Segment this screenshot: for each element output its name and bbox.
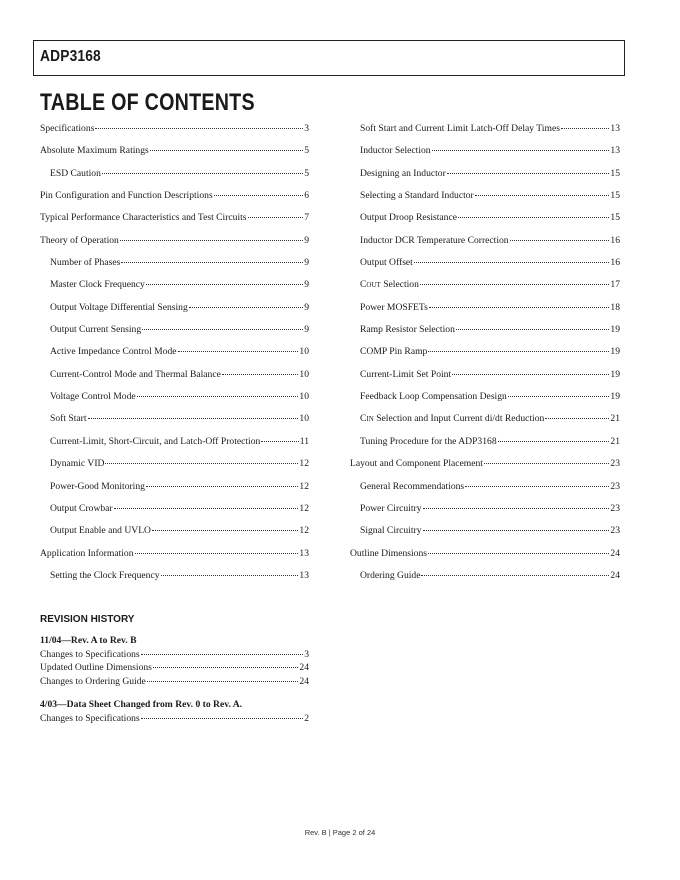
dot-leader — [114, 508, 299, 509]
toc-entry[interactable] — [350, 341, 620, 363]
dot-leader — [120, 240, 303, 241]
toc-entry[interactable] — [350, 476, 620, 498]
dot-leader — [423, 508, 610, 509]
dot-leader — [135, 553, 299, 554]
toc-entry[interactable] — [40, 408, 309, 430]
toc-entry[interactable] — [40, 230, 309, 252]
entry-title: Pin Configuration and Function Descriptions — [40, 190, 213, 202]
document-id: ADP3168 — [40, 48, 101, 65]
entry-page-number: 3 — [304, 648, 309, 660]
entry-page-number: 12 — [299, 502, 309, 514]
entry-page-number: 9 — [304, 234, 309, 246]
entry-title: Inductor Selection — [360, 145, 431, 157]
entry-page-number: 3 — [304, 123, 309, 134]
toc-entry[interactable] — [40, 476, 309, 498]
dot-leader — [428, 351, 609, 352]
entry-title: Current-Limit Set Point — [360, 368, 452, 380]
entry-page-number: 12 — [299, 480, 309, 492]
entry-page-number: 19 — [610, 324, 620, 336]
dot-leader — [420, 284, 610, 285]
toc-entry[interactable] — [40, 140, 309, 162]
entry-title: Updated Outline Dimensions — [40, 662, 152, 673]
entry-title: Soft Start and Current Limit Latch-Off Delay Times — [360, 123, 560, 134]
entry-page-number: 9 — [304, 257, 309, 269]
revision-entry[interactable] — [40, 675, 309, 689]
entry-page-number: 24 — [299, 662, 309, 673]
toc-entry[interactable] — [350, 319, 620, 341]
revision-block — [40, 698, 309, 725]
entry-page-number: 15 — [610, 190, 620, 202]
entry-page-number: 9 — [304, 279, 309, 291]
entry-title: Changes to Specifications — [40, 648, 140, 660]
toc-entry[interactable] — [350, 118, 620, 140]
entry-page-number: 17 — [610, 279, 620, 291]
entry-title: Output Current Sensing — [50, 324, 142, 336]
entry-title: Soft Start — [50, 413, 87, 425]
header-box — [33, 40, 625, 76]
entry-title: ESD Caution — [50, 167, 101, 179]
dot-leader — [222, 374, 299, 375]
toc-entry[interactable] — [350, 274, 620, 296]
toc-entry[interactable] — [40, 386, 309, 408]
entry-title: Theory of Operation — [40, 234, 119, 246]
toc-entry[interactable] — [40, 520, 309, 542]
entry-title: Output Droop Resistance — [360, 212, 457, 224]
dot-leader — [214, 195, 304, 196]
dot-leader — [161, 575, 299, 576]
entry-page-number: 6 — [304, 190, 309, 202]
dot-leader — [545, 418, 609, 419]
entry-title: Signal Circuitry — [360, 525, 422, 537]
dot-leader — [452, 374, 609, 375]
toc-entry[interactable] — [350, 185, 620, 207]
dot-leader — [421, 575, 609, 576]
entry-title: Voltage Control Mode — [50, 391, 136, 403]
entry-title: Dynamic VID — [50, 458, 105, 470]
dot-leader — [484, 463, 609, 464]
entry-title: Number of Phases — [50, 257, 121, 269]
entry-title: Power-Good Monitoring — [50, 480, 145, 492]
dot-leader — [447, 173, 610, 174]
revision-block-heading: 11/04—Rev. A to Rev. B — [40, 635, 137, 646]
entry-title: Setting the Clock Frequency — [50, 569, 160, 581]
entry-page-number: 24 — [610, 569, 620, 581]
revision-block — [40, 634, 309, 688]
toc-entry[interactable] — [40, 252, 309, 274]
dot-leader — [423, 530, 610, 531]
entry-page-number: 7 — [304, 212, 309, 224]
toc-entry[interactable] — [40, 341, 309, 363]
dot-leader — [475, 195, 610, 196]
dot-leader — [465, 486, 609, 487]
toc-entry[interactable] — [350, 520, 620, 542]
entry-page-number: 16 — [610, 257, 620, 269]
entry-page-number: 23 — [610, 502, 620, 514]
entry-page-number: 23 — [610, 458, 620, 470]
entry-title: Designing an Inductor — [360, 167, 446, 179]
entry-title: Changes to Specifications — [40, 712, 140, 724]
revision-block-heading: 4/03—Data Sheet Changed from Rev. 0 to Rev. A. — [40, 699, 243, 710]
dot-leader — [456, 329, 610, 330]
dot-leader — [141, 654, 304, 655]
toc-entry[interactable] — [350, 453, 620, 475]
entry-title: Tuning Procedure for the ADP3168 — [360, 435, 497, 447]
entry-page-number: 10 — [299, 391, 309, 403]
entry-title: Active Impedance Control Mode — [50, 346, 177, 358]
entry-page-number: 12 — [299, 458, 309, 470]
dot-leader — [146, 284, 303, 285]
entry-page-number: 19 — [610, 391, 620, 403]
entry-page-number: 19 — [610, 346, 620, 358]
entry-page-number: 15 — [610, 212, 620, 224]
entry-page-number: 21 — [610, 435, 620, 447]
entry-title: CIN Selection and Input Current di/dt Reduction — [360, 413, 545, 425]
toc-entry[interactable] — [350, 408, 620, 430]
entry-title: Current-Limit, Short-Circuit, and Latch-Off Protection — [50, 435, 261, 447]
dot-leader — [508, 396, 610, 397]
dot-leader — [498, 441, 610, 442]
entry-title: Outline Dimensions — [350, 547, 428, 559]
entry-page-number: 5 — [304, 145, 309, 157]
toc-entry[interactable] — [350, 498, 620, 520]
toc-entry[interactable] — [350, 297, 620, 319]
entry-page-number: 13 — [299, 547, 309, 559]
entry-page-number: 13 — [299, 569, 309, 581]
entry-page-number: 16 — [610, 234, 620, 246]
dot-leader — [102, 173, 303, 174]
dot-leader — [261, 441, 298, 442]
toc-entry[interactable] — [350, 230, 620, 252]
revision-history-heading: REVISION HISTORY — [40, 614, 135, 625]
dot-leader — [137, 396, 299, 397]
toc-entry[interactable] — [40, 118, 309, 140]
entry-page-number: 13 — [610, 123, 620, 134]
toc-entry[interactable] — [40, 207, 309, 229]
toc-entry[interactable] — [40, 431, 309, 453]
entry-page-number: 9 — [304, 301, 309, 313]
entry-page-number: 10 — [299, 346, 309, 358]
entry-title: Output Crowbar — [50, 502, 113, 514]
dot-leader — [150, 150, 303, 151]
revision-entry[interactable] — [40, 648, 309, 662]
entry-title: Current-Control Mode and Thermal Balance — [50, 368, 221, 380]
dot-leader — [428, 553, 609, 554]
toc-entry[interactable] — [350, 431, 620, 453]
entry-title: Output Offset — [360, 257, 413, 269]
entry-title: Ramp Resistor Selection — [360, 324, 455, 336]
toc-entry[interactable] — [350, 364, 620, 386]
entry-title: COUT Selection — [360, 279, 419, 291]
dot-leader — [414, 262, 610, 263]
entry-title: Typical Performance Characteristics and Test Circuits — [40, 212, 247, 224]
page-footer: Rev. B | Page 2 of 24 — [304, 828, 376, 837]
dot-leader — [153, 667, 298, 668]
toc-entry[interactable] — [350, 163, 620, 185]
toc-entry[interactable] — [350, 565, 620, 587]
dot-leader — [458, 217, 609, 218]
entry-page-number: 2 — [304, 712, 309, 724]
entry-title: Changes to Ordering Guide — [40, 675, 146, 687]
toc-right-column — [350, 118, 620, 587]
toc-entry[interactable] — [40, 453, 309, 475]
dot-leader — [88, 418, 299, 419]
dot-leader — [429, 307, 610, 308]
entry-title: Selecting a Standard Inductor — [360, 190, 474, 202]
entry-page-number: 15 — [610, 167, 620, 179]
revision-entry[interactable] — [40, 661, 309, 675]
entry-title: Layout and Component Placement — [350, 458, 483, 470]
toc-entry[interactable] — [350, 252, 620, 274]
entry-title: Output Enable and UVLO — [50, 525, 151, 537]
entry-title: Specifications — [40, 123, 95, 134]
toc-entry[interactable] — [350, 207, 620, 229]
entry-page-number: 13 — [610, 145, 620, 157]
entry-title: Absolute Maximum Ratings — [40, 145, 149, 157]
dot-leader — [95, 128, 303, 129]
entry-title: Master Clock Frequency — [50, 279, 145, 291]
toc-entry[interactable] — [40, 163, 309, 185]
dot-leader — [152, 530, 298, 531]
entry-page-number: 12 — [299, 525, 309, 537]
toc-entry[interactable] — [350, 140, 620, 162]
entry-page-number: 11 — [299, 435, 309, 447]
toc-entry[interactable] — [40, 565, 309, 587]
entry-page-number: 9 — [304, 324, 309, 336]
dot-leader — [142, 329, 303, 330]
dot-leader — [141, 718, 304, 719]
toc-entry[interactable] — [40, 364, 309, 386]
dot-leader — [248, 217, 304, 218]
entry-page-number: 23 — [610, 525, 620, 537]
dot-leader — [510, 240, 610, 241]
dot-leader — [121, 262, 303, 263]
toc-entry[interactable] — [40, 185, 309, 207]
entry-title: Application Information — [40, 547, 134, 559]
dot-leader — [178, 351, 299, 352]
revision-entry[interactable] — [40, 712, 309, 726]
dot-leader — [189, 307, 303, 308]
entry-page-number: 10 — [299, 368, 309, 380]
entry-page-number: 19 — [610, 368, 620, 380]
toc-title: TABLE OF CONTENTS — [40, 89, 255, 116]
entry-title: Output Voltage Differential Sensing — [50, 301, 188, 313]
entry-page-number: 5 — [304, 167, 309, 179]
entry-page-number: 23 — [610, 480, 620, 492]
toc-entry[interactable] — [40, 543, 309, 565]
entry-title: Inductor DCR Temperature Correction — [360, 234, 509, 246]
entry-title: COMP Pin Ramp — [360, 346, 428, 358]
dot-leader — [147, 681, 299, 682]
entry-title: Power MOSFETs — [360, 301, 428, 313]
toc-entry[interactable] — [40, 498, 309, 520]
dot-leader — [105, 463, 298, 464]
toc-entry[interactable] — [350, 386, 620, 408]
toc-entry[interactable] — [40, 274, 309, 296]
entry-page-number: 18 — [610, 301, 620, 313]
dot-leader — [561, 128, 609, 129]
entry-page-number: 24 — [299, 675, 309, 687]
toc-entry[interactable] — [40, 297, 309, 319]
entry-title: Feedback Loop Compensation Design — [360, 391, 507, 403]
toc-left-column — [40, 118, 309, 587]
entry-page-number: 21 — [610, 413, 620, 425]
dot-leader — [146, 486, 298, 487]
entry-title: General Recommendations — [360, 480, 465, 492]
toc-entry[interactable] — [40, 319, 309, 341]
entry-page-number: 24 — [610, 547, 620, 559]
entry-title: Power Circuitry — [360, 502, 422, 514]
entry-page-number: 10 — [299, 413, 309, 425]
entry-title: Ordering Guide — [360, 569, 421, 581]
toc-entry[interactable] — [350, 543, 620, 565]
dot-leader — [432, 150, 610, 151]
